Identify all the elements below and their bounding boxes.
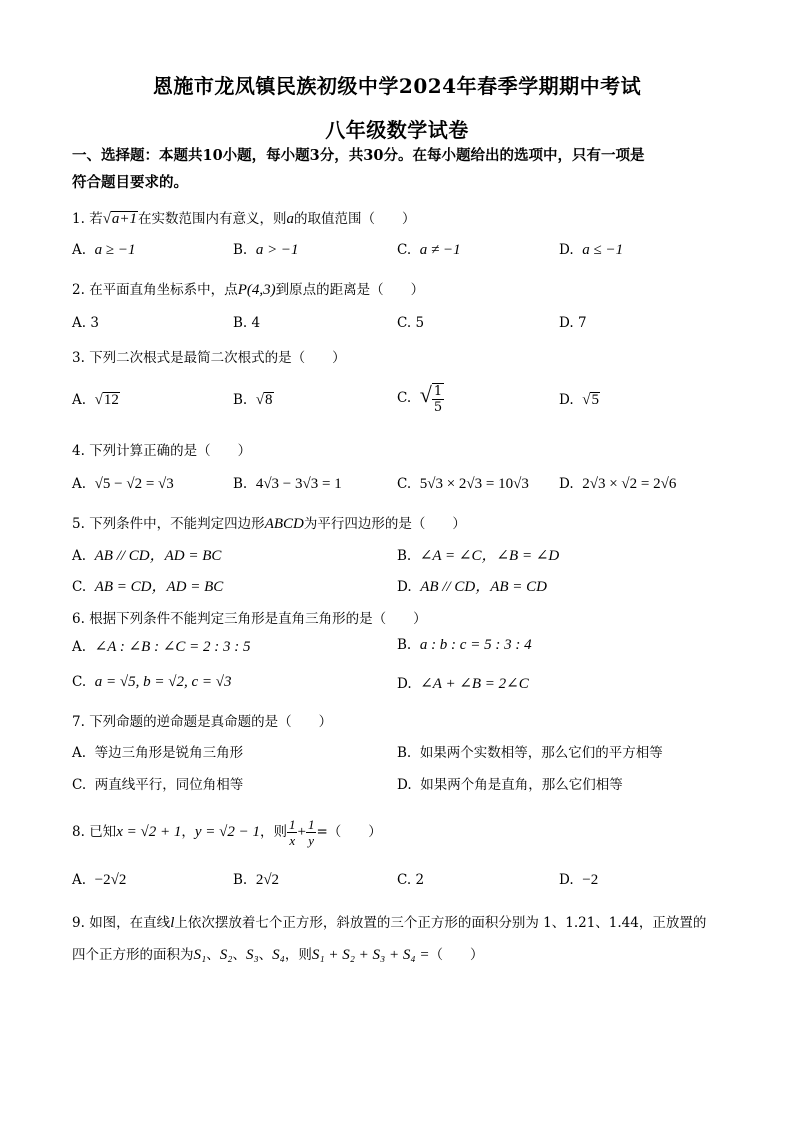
section-heading-line2: 符合题目要求的。 xyxy=(72,174,188,191)
option-d: D. 如果两个角是直角，那么它们相等 xyxy=(397,777,623,793)
question-text: 已知 xyxy=(89,824,117,840)
option-b: B. ∠A = ∠C，∠B = ∠D xyxy=(397,548,560,564)
math-expression: x = √2 + 1 xyxy=(116,824,182,840)
option-d: D. 7 xyxy=(559,315,587,331)
question-text: 下列条件中，不能判定四边形 xyxy=(89,516,265,532)
exam-title: 恩施市龙凤镇民族初级中学2024年春季学期期中考试 xyxy=(152,74,642,98)
question-6 xyxy=(72,607,427,627)
option-b: B. 4 xyxy=(233,315,261,331)
option-d: D. a ≤ −1 xyxy=(559,242,624,258)
section-heading-line1: 一、选择题：本题共10小题，每小题3分，共30分。在每小题给出的选项中，只有一项是 xyxy=(72,147,645,164)
question-number: 3. xyxy=(72,350,85,366)
question-number: 7. xyxy=(72,714,85,730)
option-b: B. √8 xyxy=(233,392,273,408)
exam-subtitle: 八年级数学试卷 xyxy=(325,118,469,142)
question-number: 1. xyxy=(72,211,85,227)
question-2 xyxy=(72,278,424,299)
question-5 xyxy=(72,512,466,533)
option-c: C. √ $\frac{1}{5}$ xyxy=(397,382,443,415)
question-number: 5. xyxy=(72,516,85,532)
question-number: 6. xyxy=(72,611,85,627)
option-d: D. −2 xyxy=(559,872,599,888)
question-text: 下列命题的逆命题是真命题的是（ ） xyxy=(89,714,333,730)
option-d: D. 2√3 × √2 = 2√6 xyxy=(559,476,677,492)
option-d: D. AB // CD，AB = CD xyxy=(397,579,548,595)
option-a: A. 等边三角形是锐角三角形 xyxy=(72,745,244,761)
question-number: 8. xyxy=(72,824,85,840)
option-d: D. ∠A + ∠B = 2∠C xyxy=(397,676,529,692)
option-b: B. a : b : c = 5 : 3 : 4 xyxy=(397,637,532,653)
option-a: A. a ≥ −1 xyxy=(72,242,136,258)
option-a: A. 3 xyxy=(72,315,99,331)
fraction: $\frac{1}{x}$ xyxy=(288,817,296,848)
option-a: A. √12 xyxy=(72,392,119,408)
option-c: C. 两直线平行，同位角相等 xyxy=(72,777,244,793)
question-text: =（ ） xyxy=(316,824,382,840)
option-c: C. AB = CD，AD = BC xyxy=(72,579,224,595)
question-text: 到原点的距离是（ ） xyxy=(275,282,425,298)
option-c: C. a ≠ −1 xyxy=(397,242,461,258)
math-expression: a+1 xyxy=(111,211,138,227)
question-number: 2. xyxy=(72,282,85,298)
question-text: ，则 xyxy=(259,824,287,840)
section-heading xyxy=(72,142,732,196)
option-a: A. AB // CD，AD = BC xyxy=(72,548,222,564)
option-c: C. 5 xyxy=(397,315,425,331)
option-a: A. −2√2 xyxy=(72,872,127,888)
question-3 xyxy=(72,346,346,366)
math-expression: ABCD xyxy=(264,516,304,532)
question-8: 8. 已知x = √2 + 1，y = √2 − 1，则 $\frac{1}{x}$ + $\frac{1}{y}$ =（ ） xyxy=(72,817,382,848)
question-number: 4. xyxy=(72,443,85,459)
question-9 xyxy=(72,907,706,971)
option-a: A. ∠A : ∠B : ∠C = 2 : 3 : 5 xyxy=(72,639,251,655)
option-a: A. √5 − √2 = √3 xyxy=(72,476,174,492)
option-b: B. 4√3 − 3√3 = 1 xyxy=(233,476,342,492)
question-text: 在平面直角坐标系中，点 xyxy=(89,282,238,298)
fraction: $\frac{1}{y}$ xyxy=(307,817,315,848)
option-c: C. 5√3 × 2√3 = 10√3 xyxy=(397,476,529,492)
math-expression: y = √2 − 1 xyxy=(194,824,260,840)
option-c: C. a = √5, b = √2, c = √3 xyxy=(72,674,232,690)
question-number: 9. xyxy=(72,915,85,931)
option-c: C. 2 xyxy=(397,872,425,888)
question-7 xyxy=(72,710,332,730)
question-text: 下列计算正确的是（ ） xyxy=(89,443,252,459)
math-variable: l xyxy=(170,915,175,931)
question-text: 若 xyxy=(89,211,103,227)
math-expression: P(4,3) xyxy=(237,282,276,298)
question-text: 下列二次根式是最简二次根式的是（ ） xyxy=(89,350,346,366)
question-4 xyxy=(72,439,251,459)
option-b: B. 2√2 xyxy=(233,872,280,888)
question-text: 根据下列条件不能判定三角形是直角三角形的是（ ） xyxy=(89,611,427,627)
question-text: 在实数范围内有意义，则 xyxy=(138,211,287,227)
math-variable: a xyxy=(286,211,295,227)
option-b: B. a > −1 xyxy=(233,242,299,258)
question-1: 1. 若√a+1在实数范围内有意义，则a的取值范围（ ） xyxy=(72,211,416,227)
option-b: B. 如果两个实数相等，那么它们的平方相等 xyxy=(397,745,663,761)
question-text: 的取值范围（ ） xyxy=(294,211,416,227)
question-9-line2: 四个正方形的面积为S₁、S₂、S₃、S₄，则S₁ + S₂ + S₃ + S₄ =（ ） xyxy=(72,947,484,963)
option-d: D. √5 xyxy=(559,392,599,408)
question-9-line1: 9. 如图，在直线l上依次摆放着七个正方形，斜放置的三个正方形的面积分别为 1、1.21、1.44，正放置的 xyxy=(72,915,707,931)
question-text: 为平行四边形的是（ ） xyxy=(303,516,466,532)
